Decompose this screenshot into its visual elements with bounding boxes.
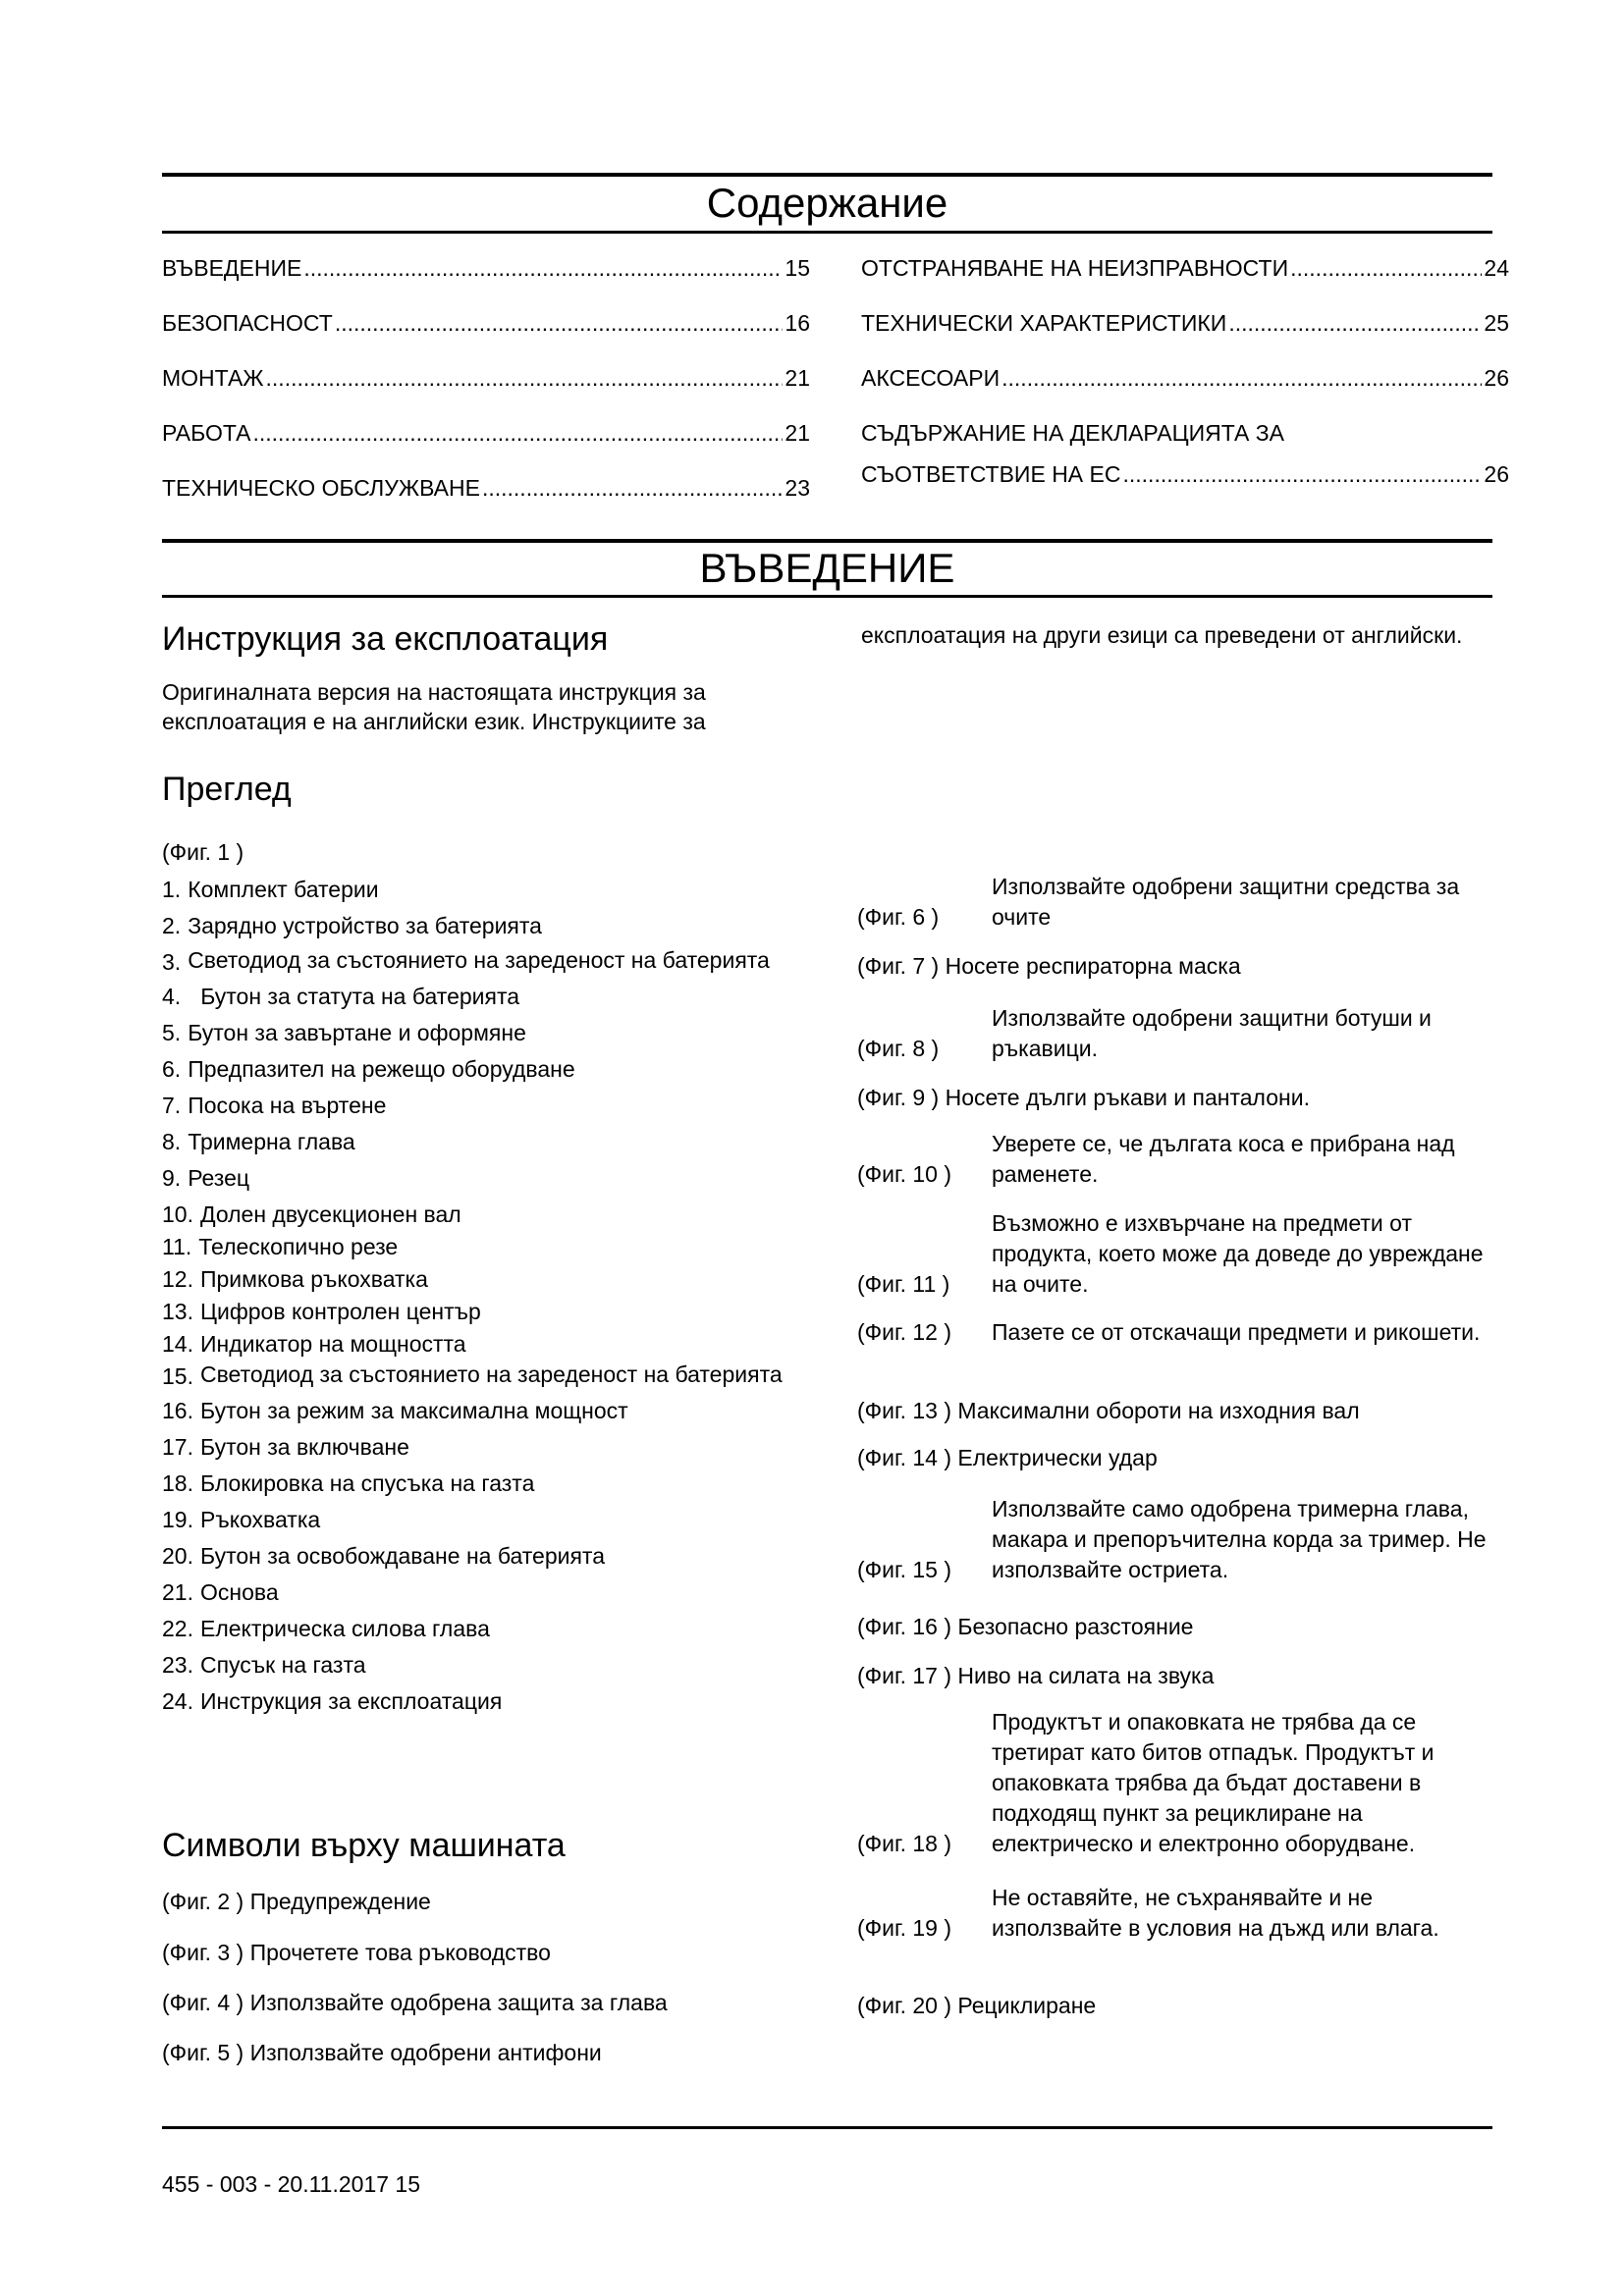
symbol-text: Използвайте одобрени антифони [249, 2040, 602, 2065]
manual-text-right: експлоатация на други езици са преведени от английски. [861, 622, 1463, 648]
toc-leader [1123, 461, 1483, 488]
item-number: 12. [162, 1266, 193, 1292]
list-item [162, 1163, 790, 1193]
list-item [162, 1264, 790, 1294]
item-text: Светодиод за състоянието на зареденост на батерията [188, 947, 770, 973]
symbol-row [857, 1443, 1495, 1473]
list-item [162, 1650, 790, 1680]
symbol-text: Носете дълги ръкави и панталони. [945, 1085, 1310, 1110]
list-item [162, 947, 790, 977]
toc-label: СЪОТВЕТСТВИЕ НА ЕС [861, 461, 1121, 487]
symbol-text: Безопасно разстояние [957, 1614, 1194, 1639]
toc-page: 16 [785, 310, 810, 336]
toc-label: ТЕХНИЧЕСКИ ХАРАКТЕРИСТИКИ [861, 310, 1227, 336]
toc-entry[interactable] [861, 310, 1509, 337]
symbol-ref: (Фиг. 11 ) [857, 1271, 950, 1297]
item-number: 21. [162, 1579, 193, 1605]
contents-top-rule [162, 173, 1492, 177]
list-item [162, 1468, 790, 1498]
toc-entry[interactable] [861, 365, 1509, 392]
symbol-ref: (Фиг. 18 ) [857, 1831, 951, 1856]
symbol-row [857, 1396, 1495, 1426]
toc-label: СЪДЪРЖАНИЕ НА ДЕКЛАРАЦИЯТА ЗА [861, 420, 1284, 446]
item-number: 14. [162, 1331, 193, 1357]
toc-label: ТЕХНИЧЕСКО ОБСЛУЖВАНЕ [162, 475, 480, 501]
symbol-ref: (Фиг. 5 ) [162, 2040, 244, 2065]
toc-entry[interactable] [162, 420, 810, 447]
symbol-text: Продуктът и опаковката не трябва да се третират като битов отпадък. Продуктът и опаковката трябва да бъдат доставени в подходящ пункт за рециклиране на електрическо и електронно оборудване. [992, 1709, 1435, 1856]
intro-bottom-rule [162, 595, 1492, 598]
toc-entry-line1[interactable] [861, 420, 1509, 447]
symbol-text: Носете респираторна маска [945, 953, 1241, 979]
symbol-ref: (Фиг. 16 ) [857, 1614, 951, 1639]
symbol-text: Използвайте одобрени защитни ботуши и ръкавици. [992, 1005, 1432, 1061]
symbol-row [857, 872, 1495, 933]
symbol-row [162, 1938, 551, 1967]
item-number: 9. [162, 1165, 182, 1191]
toc-page: 26 [1484, 461, 1509, 487]
item-number: 24. [162, 1688, 193, 1714]
toc-entry[interactable] [861, 461, 1509, 488]
item-number: 10. [162, 1201, 193, 1227]
toc-leader [1228, 310, 1482, 337]
symbol-ref: (Фиг. 17 ) [857, 1663, 951, 1688]
symbol-text: Прочетете това ръководство [249, 1940, 551, 1965]
item-number: 23. [162, 1652, 193, 1678]
toc-label: ВЪВЕДЕНИЕ [162, 255, 302, 281]
symbol-text: Използвайте само одобрена тримерна глава, макара и препоръчителна корда за тример. Не използвайте остриета. [992, 1496, 1487, 1582]
toc-entry[interactable] [162, 310, 810, 337]
item-text: Електрическа силова глава [199, 1616, 490, 1641]
symbol-text: Използвайте одобрени защитни средства за очите [992, 874, 1460, 930]
toc-page: 25 [1484, 310, 1509, 336]
symbol-ref: (Фиг. 8 ) [857, 1036, 940, 1061]
list-item [162, 1505, 790, 1534]
symbol-row [162, 2038, 602, 2067]
symbol-text: Ниво на силата на звука [957, 1663, 1215, 1688]
item-text: Долен двусекционен вал [199, 1201, 461, 1227]
symbol-text: Максимални обороти на изходния вал [957, 1398, 1360, 1423]
item-text: Инструкция за експлоатация [199, 1688, 503, 1714]
item-text: Основа [199, 1579, 279, 1605]
symbol-row [162, 1988, 668, 2017]
toc-label: БЕЗОПАСНОСТ [162, 310, 333, 336]
list-item [162, 1577, 790, 1607]
item-number: 19. [162, 1507, 193, 1532]
symbol-row [857, 1003, 1495, 1064]
item-number: 4. [162, 984, 182, 1009]
contents-bottom-rule [162, 231, 1492, 234]
item-text: Бутон за завъртане и оформяне [188, 1020, 526, 1045]
toc-leader [253, 420, 784, 447]
symbol-ref: (Фиг. 3 ) [162, 1940, 244, 1965]
symbol-row [857, 1494, 1495, 1585]
symbol-ref: (Фиг. 13 ) [857, 1398, 951, 1423]
toc-entry[interactable] [861, 255, 1509, 282]
item-number: 15. [162, 1363, 193, 1389]
symbol-row [162, 1887, 431, 1916]
page-footer: 455 - 003 - 20.11.2017 15 [162, 2171, 421, 2197]
symbol-row [857, 1129, 1495, 1190]
item-number: 5. [162, 1020, 182, 1045]
manual-text-left: Оригиналната версия на настоящата инструкция за експлоатация е на английски език. Инструкциите за [162, 679, 706, 734]
overview-heading: Преглед [162, 771, 292, 808]
symbol-row [857, 1661, 1495, 1691]
item-text: Зарядно устройство за батерията [188, 913, 542, 938]
item-number: 11. [162, 1234, 192, 1259]
item-text: Посока на въртене [188, 1093, 387, 1118]
symbol-row [857, 1707, 1495, 1859]
symbol-row [857, 1883, 1495, 1944]
overview-fig-ref: (Фиг. 1 ) [162, 839, 244, 865]
list-item [162, 1362, 790, 1391]
symbol-ref: (Фиг. 9 ) [857, 1085, 940, 1110]
intro-title: ВЪВЕДЕНИЕ [699, 545, 955, 591]
item-number: 3. [162, 949, 182, 975]
toc-page: 15 [785, 255, 810, 281]
footer-rule [162, 2126, 1492, 2129]
symbol-row [857, 1991, 1495, 2021]
list-item [162, 1054, 790, 1084]
list-item [162, 982, 790, 1011]
toc-leader [1001, 365, 1482, 392]
symbol-ref: (Фиг. 19 ) [857, 1915, 951, 1941]
item-number: 17. [162, 1434, 193, 1460]
intro-top-rule [162, 539, 1492, 543]
toc-leader [1290, 255, 1482, 282]
toc-leader [266, 365, 784, 392]
contents-title: Содержание [706, 180, 948, 226]
toc-leader [303, 255, 783, 282]
list-item [162, 1018, 790, 1047]
symbol-ref: (Фиг. 14 ) [857, 1445, 951, 1470]
symbol-ref: (Фиг. 12 ) [857, 1319, 951, 1345]
list-item [162, 911, 790, 940]
item-text: Бутон за освобождаване на батерията [199, 1543, 605, 1569]
list-item [162, 1396, 790, 1425]
item-number: 13. [162, 1299, 193, 1324]
item-text: Комплект батерии [188, 877, 379, 902]
item-text: Бутон за режим за максимална мощност [199, 1398, 628, 1423]
symbols-heading: Символи върху машината [162, 1827, 566, 1864]
symbol-text: Предупреждение [249, 1889, 431, 1914]
item-number: 20. [162, 1543, 193, 1569]
item-text: Индикатор на мощността [199, 1331, 466, 1357]
item-number: 18. [162, 1470, 193, 1496]
symbol-row [857, 1083, 1495, 1113]
item-number: 2. [162, 913, 182, 938]
manual-heading: Инструкция за експлоатация [162, 620, 609, 658]
toc-page: 21 [785, 365, 810, 391]
symbol-text: Възможно е изхвърчане на предмети от продукта, което може да доведе до увреждане на очите. [992, 1210, 1484, 1297]
list-item [162, 1432, 790, 1462]
symbol-text: Електрически удар [957, 1445, 1158, 1470]
item-number: 7. [162, 1093, 182, 1118]
item-number: 22. [162, 1616, 193, 1641]
list-item [162, 1200, 790, 1229]
symbol-ref: (Фиг. 7 ) [857, 953, 940, 979]
item-text: Тримерна глава [188, 1129, 355, 1154]
symbol-row [857, 1208, 1495, 1300]
item-text: Предпазител на режещо оборудване [188, 1056, 575, 1082]
toc-entry[interactable] [162, 255, 810, 282]
symbol-ref: (Фиг. 20 ) [857, 1993, 951, 2018]
item-text: Блокировка на спусъка на газта [199, 1470, 535, 1496]
symbol-text: Пазете се от отскачащи предмети и рикошети. [992, 1319, 1481, 1345]
list-item [162, 1297, 790, 1326]
item-text: Телескопично резе [198, 1234, 399, 1259]
toc-page: 26 [1484, 365, 1509, 391]
list-item [162, 1686, 790, 1716]
item-number: 16. [162, 1398, 193, 1423]
item-text: Спусък на газта [199, 1652, 366, 1678]
item-text: Цифров контролен център [199, 1299, 481, 1324]
symbol-text: Не оставяйте, не съхранявайте и не използвайте в условия на дъжд или влага. [992, 1885, 1439, 1941]
item-text: Бутон за статута на батерията [200, 984, 520, 1009]
toc-label: АКСЕСОАРИ [861, 365, 1001, 391]
symbol-text: Уверете се, че дългата коса е прибрана над раменете. [992, 1131, 1455, 1187]
toc-leader [482, 475, 783, 502]
toc-page: 24 [1484, 255, 1509, 281]
symbol-ref: (Фиг. 6 ) [857, 904, 940, 930]
overview-list [162, 875, 790, 1723]
toc-leader [335, 310, 784, 337]
list-item [162, 1232, 790, 1261]
symbol-ref: (Фиг. 10 ) [857, 1161, 951, 1187]
list-item [162, 1329, 790, 1359]
toc-entry[interactable] [162, 365, 810, 392]
item-text: Резец [188, 1165, 250, 1191]
symbol-text: Рециклиране [957, 1993, 1097, 2018]
toc-label: МОНТАЖ [162, 365, 264, 391]
item-text: Светодиод за състоянието на зареденост на батерията [199, 1362, 783, 1387]
toc-label: РАБОТА [162, 420, 251, 446]
symbol-ref: (Фиг. 2 ) [162, 1889, 244, 1914]
toc-page: 21 [785, 420, 810, 446]
item-text: Примкова ръкохватка [199, 1266, 428, 1292]
symbol-ref: (Фиг. 4 ) [162, 1990, 244, 2015]
toc-entry[interactable] [162, 475, 810, 502]
item-text: Ръкохватка [199, 1507, 321, 1532]
item-number: 6. [162, 1056, 182, 1082]
list-item [162, 1541, 790, 1571]
symbol-text: Използвайте одобрена защита за глава [249, 1990, 668, 2015]
list-item [162, 1614, 790, 1643]
item-number: 1. [162, 877, 182, 902]
list-item [162, 875, 790, 904]
symbol-row [857, 1612, 1495, 1642]
symbol-ref: (Фиг. 15 ) [857, 1557, 951, 1582]
list-item [162, 1091, 790, 1120]
symbol-row [857, 1317, 1495, 1348]
item-text: Бутон за включване [199, 1434, 409, 1460]
toc-label: ОТСТРАНЯВАНЕ НА НЕИЗПРАВНОСТИ [861, 255, 1289, 281]
symbol-row [857, 951, 1495, 982]
toc-page: 23 [785, 475, 810, 501]
item-number: 8. [162, 1129, 182, 1154]
list-item [162, 1127, 790, 1156]
